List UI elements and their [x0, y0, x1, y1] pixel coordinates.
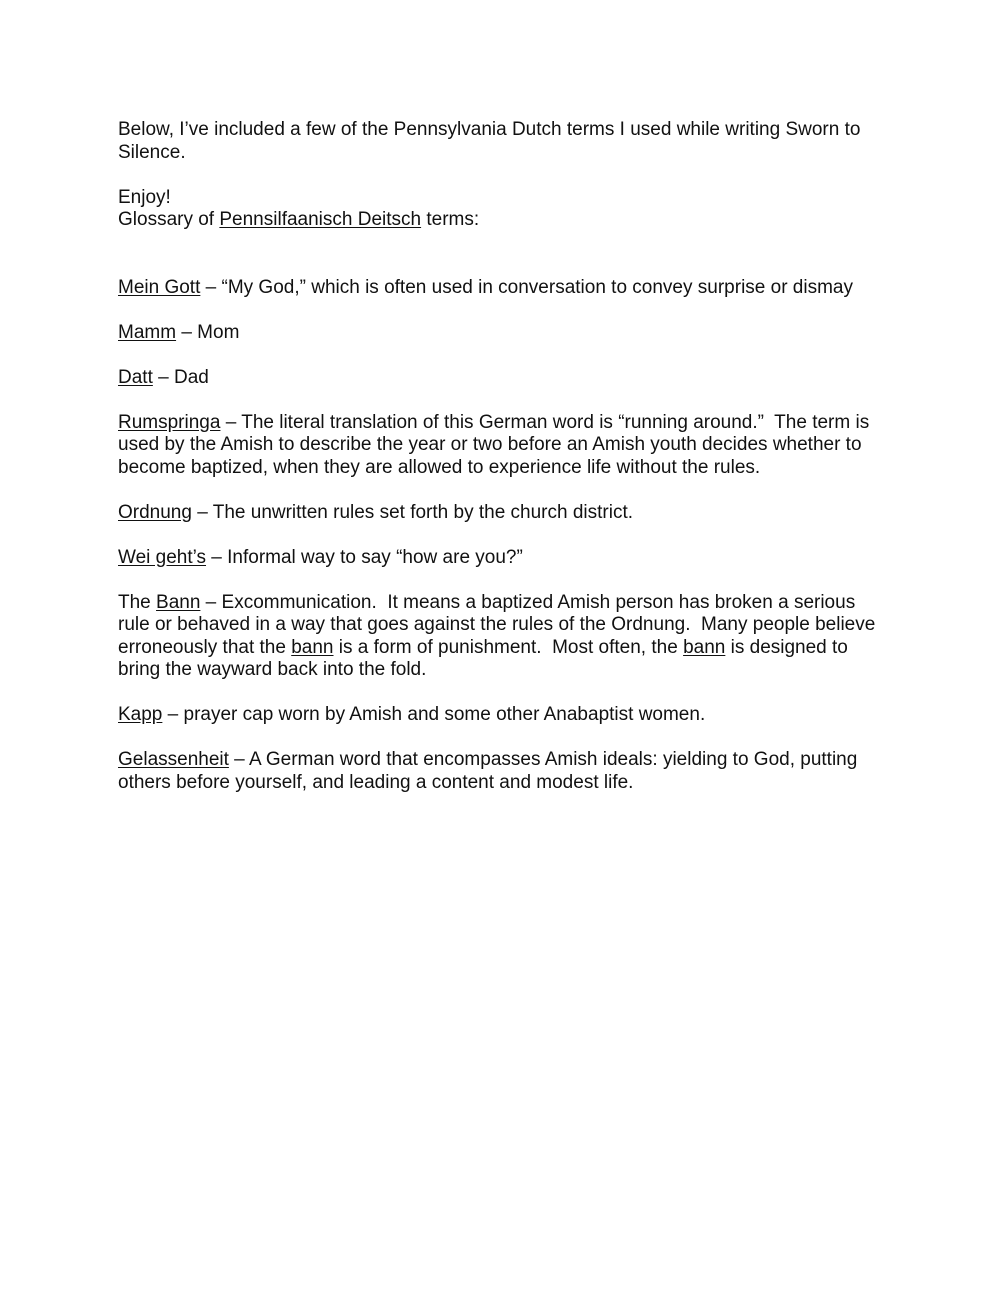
glossary-definition: – Mom	[176, 321, 240, 343]
glossary-definition: – “My God,” which is often used in conversation to convey surprise or dismay	[200, 276, 853, 298]
glossary-definition: – Excommunication. It means a baptized Amish person has broken a serious rule or behaved in a way that goes against the rules of the Ordnung. Many people believe erroneously that the	[118, 591, 881, 658]
glossary-term: Gelassenheit	[118, 749, 229, 770]
glossary-entry-kapp	[118, 704, 888, 727]
glossary-term: Rumspringa	[118, 411, 221, 433]
glossary-term: Mein Gott	[118, 276, 201, 298]
enjoy-line: Enjoy!	[118, 186, 171, 208]
bann-prefix: The	[118, 591, 157, 613]
glossary-definition: – A German word that encompasses Amish ideals: yielding to God, putting others before yourself, and leading a content and modest life.	[118, 749, 863, 793]
glossary-entry-wei-gehts	[118, 547, 888, 570]
glossary-term: Datt	[118, 366, 153, 388]
glossary-term: Bann	[156, 591, 201, 613]
glossary-definition: – Dad	[152, 366, 209, 388]
glossary-term-inline: bann	[683, 636, 726, 658]
glossary-entry-datt	[118, 367, 888, 390]
glossary-term: Wei geht’s	[118, 546, 207, 568]
glossary-definition: – The literal translation of this German word is “running around.” The term is used by the Amish to describe the year or two before an Amish youth decides whether to become baptized, when they are allowed to experience life without the rules.	[118, 411, 875, 478]
glossary-entry-ordnung	[118, 502, 888, 525]
glossary-heading-prefix: Glossary of	[118, 209, 220, 230]
glossary-term: Mamm	[118, 321, 177, 343]
glossary-definition: – prayer cap worn by Amish and some other Anabaptist women.	[162, 704, 706, 725]
document-page	[118, 119, 888, 817]
glossary-term: Kapp	[118, 704, 163, 725]
glossary-heading	[118, 209, 888, 232]
glossary-entry-bann	[118, 592, 888, 682]
glossary-heading-suffix: terms:	[421, 209, 480, 230]
glossary-heading-term: Pennsilfaanisch Deitsch	[219, 209, 422, 230]
glossary-entry-rumspringa	[118, 412, 888, 480]
glossary-entry-gelassenheit	[118, 749, 888, 794]
glossary-term: Ordnung	[118, 501, 192, 523]
glossary-definition: – The unwritten rules set forth by the church district.	[191, 501, 634, 523]
glossary-entry-mamm	[118, 322, 888, 345]
intro-paragraph: Below, I’ve included a few of the Pennsylvania Dutch terms I used while writing Sworn to Silence.	[118, 119, 866, 163]
glossary-entry-mein-gott	[118, 277, 888, 300]
glossary-term-inline: bann	[291, 636, 334, 658]
glossary-definition: is a form of punishment. Most often, the	[333, 636, 684, 658]
glossary-definition: – Informal way to say “how are you?”	[206, 546, 523, 568]
glossary-definition: is designed to bring the wayward back into the fold.	[118, 636, 854, 680]
